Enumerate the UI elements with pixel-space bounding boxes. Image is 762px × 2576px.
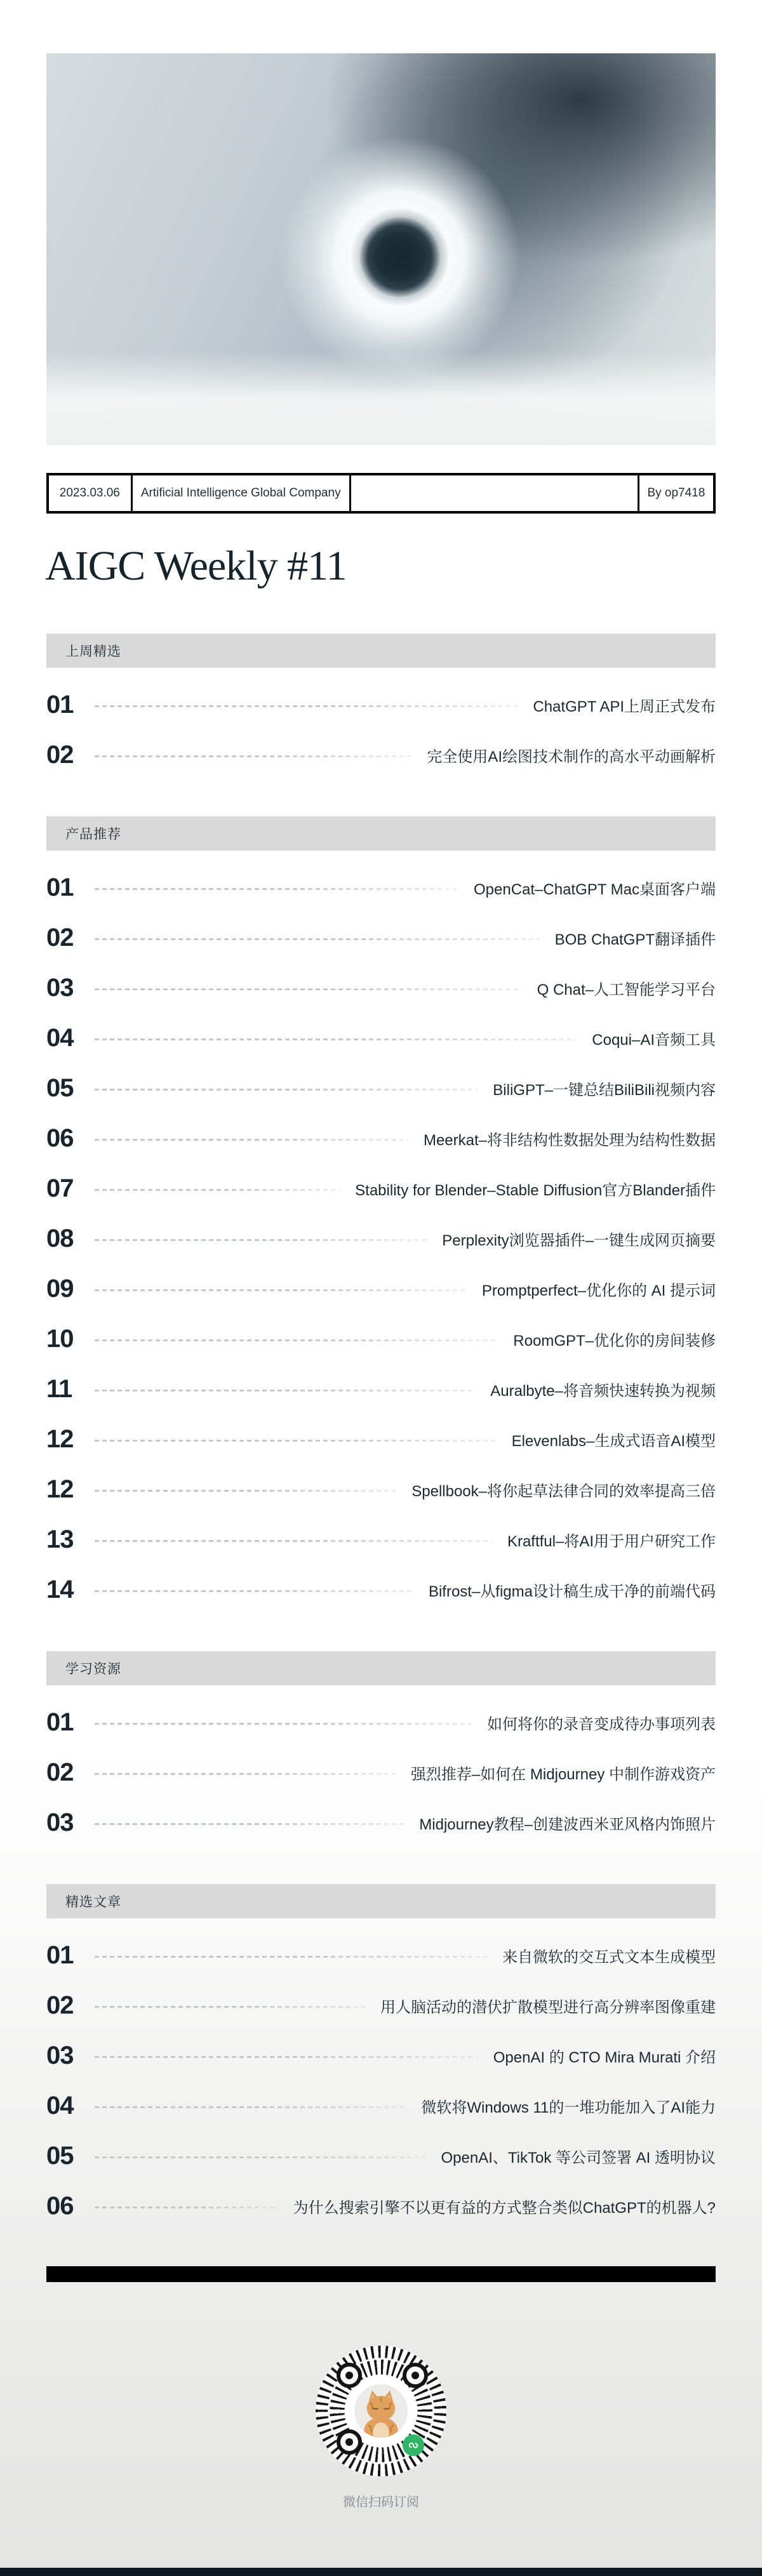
item-number: 07: [46, 1174, 74, 1202]
meta-date: 2023.03.06: [59, 486, 120, 500]
item-number: 03: [46, 2042, 74, 2069]
list-item[interactable]: [46, 1414, 716, 1464]
list-item[interactable]: [46, 730, 716, 780]
item-leader-dots: [95, 2056, 478, 2058]
item-title[interactable]: 如何将你的录音变成待办事项列表: [487, 1716, 716, 1733]
item-number: 10: [46, 1325, 74, 1353]
item-title[interactable]: Kraftful–将AI用于用户研究工作: [507, 1533, 716, 1550]
section-title: 学习资源: [65, 1662, 121, 1676]
cat-avatar: [354, 2384, 408, 2438]
list-item[interactable]: [46, 1748, 716, 1798]
item-number: 13: [46, 1525, 74, 1553]
qr-finder-icon: [403, 2363, 428, 2388]
item-number: 05: [46, 2142, 74, 2170]
list-item[interactable]: [46, 1063, 716, 1113]
item-leader-dots: [95, 1956, 487, 1958]
item-leader-dots: [95, 888, 458, 890]
divider-bar: [46, 2266, 716, 2282]
meta-bar: [46, 473, 716, 514]
item-number: 02: [46, 1758, 74, 1786]
item-leader-dots: [95, 1089, 478, 1091]
section-items: [46, 1685, 716, 1848]
item-title[interactable]: Q Chat–人工智能学习平台: [537, 981, 716, 999]
item-title[interactable]: OpenAI、TikTok 等公司签署 AI 透明协议: [441, 2149, 716, 2167]
list-item[interactable]: [46, 2181, 716, 2231]
list-item[interactable]: [46, 2031, 716, 2081]
item-leader-dots: [95, 2207, 278, 2208]
section-bar: [46, 816, 716, 851]
list-item[interactable]: [46, 2131, 716, 2181]
item-leader-dots: [95, 2156, 425, 2158]
list-item[interactable]: [46, 2081, 716, 2131]
item-title[interactable]: BiliGPT–一键总结BiliBili视频内容: [493, 1082, 716, 1099]
item-title[interactable]: Coqui–AI音频工具: [592, 1032, 716, 1049]
list-item[interactable]: [46, 1013, 716, 1063]
hero-image: [46, 53, 716, 445]
qr-finder-icon: [337, 2363, 362, 2388]
item-number: 08: [46, 1225, 74, 1252]
list-item[interactable]: [46, 1697, 716, 1748]
item-number: 02: [46, 741, 74, 769]
item-leader-dots: [95, 1773, 396, 1775]
item-title[interactable]: Stability for Blender–Stable Diffusion官方Blander插件: [355, 1182, 716, 1199]
item-number: 06: [46, 1124, 74, 1152]
list-item[interactable]: [46, 1264, 716, 1314]
list-item[interactable]: [46, 963, 716, 1013]
item-title[interactable]: Perplexity浏览器插件–一键生成网页摘要: [442, 1232, 716, 1249]
bottom-strip: [0, 2568, 762, 2576]
qr-finder-icon: [337, 2429, 362, 2455]
item-number: 04: [46, 2092, 74, 2120]
list-item[interactable]: [46, 1164, 716, 1214]
list-item[interactable]: [46, 1364, 716, 1414]
item-title[interactable]: 强烈推荐–如何在 Midjourney 中制作游戏资产: [410, 1766, 716, 1783]
item-title[interactable]: 完全使用AI绘图技术制作的高水平动画解析: [427, 748, 716, 766]
item-leader-dots: [95, 2106, 406, 2108]
item-leader-dots: [95, 1440, 497, 1442]
item-leader-dots: [95, 755, 411, 757]
list-item[interactable]: [46, 680, 716, 730]
item-leader-dots: [95, 1239, 427, 1241]
section: [46, 1884, 716, 2231]
section-title: 精选文章: [65, 1895, 121, 1909]
item-number: 05: [46, 1074, 74, 1102]
list-item[interactable]: [46, 913, 716, 963]
item-leader-dots: [95, 1139, 408, 1141]
list-item[interactable]: [46, 1314, 716, 1364]
item-title[interactable]: ChatGPT API上周正式发布: [533, 698, 716, 715]
item-leader-dots: [95, 1189, 340, 1191]
section: [46, 1651, 716, 1848]
item-leader-dots: [95, 1540, 492, 1542]
meta-spacer-cell: [349, 475, 638, 511]
item-title[interactable]: Spellbook–将你起草法律合同的效率提高三倍: [411, 1483, 716, 1500]
section: [46, 634, 716, 780]
item-title[interactable]: Bifrost–从figma设计稿生成干净的前端代码: [428, 1583, 716, 1600]
item-title[interactable]: 用人脑活动的潜伏扩散模型进行高分辨率图像重建: [380, 1999, 716, 2016]
section-title: 上周精选: [65, 644, 121, 659]
item-title[interactable]: Auralbyte–将音频快速转换为视频: [490, 1383, 716, 1400]
item-number: 02: [46, 1991, 74, 2019]
list-item[interactable]: [46, 1113, 716, 1164]
meta-company: Artificial Intelligence Global Company: [131, 475, 349, 511]
item-title[interactable]: Midjourney教程–创建波西米亚风格内饰照片: [419, 1816, 716, 1833]
qr-code: [316, 2346, 446, 2476]
item-number: 01: [46, 1941, 74, 1969]
section-bar: [46, 634, 716, 668]
item-title[interactable]: Meerkat–将非结构性数据处理为结构性数据: [423, 1132, 716, 1149]
list-item[interactable]: [46, 1515, 716, 1565]
item-number: 06: [46, 2192, 74, 2220]
item-number: 01: [46, 691, 74, 719]
list-item[interactable]: [46, 863, 716, 913]
list-item[interactable]: [46, 1214, 716, 1264]
item-leader-dots: [95, 1823, 404, 1825]
section-items: [46, 668, 716, 780]
item-leader-dots: [95, 2006, 365, 2008]
item-leader-dots: [95, 988, 522, 990]
list-item[interactable]: [46, 1930, 716, 1981]
item-title[interactable]: OpenCat–ChatGPT Mac桌面客户端: [473, 881, 716, 898]
item-leader-dots: [95, 1339, 498, 1341]
item-number: 01: [46, 873, 74, 901]
item-leader-dots: [95, 938, 540, 940]
item-leader-dots: [95, 1490, 396, 1492]
item-number: 03: [46, 1809, 74, 1836]
section-bar: [46, 1884, 716, 1918]
item-leader-dots: [95, 1289, 467, 1291]
list-item[interactable]: [46, 1798, 716, 1848]
list-item[interactable]: [46, 1981, 716, 2031]
item-title[interactable]: BOB ChatGPT翻译插件: [554, 931, 716, 948]
item-title[interactable]: 为什么搜索引擎不以更有益的方式整合类似ChatGPT的机器人?: [293, 2200, 716, 2217]
section-items: [46, 851, 716, 1615]
sections: [46, 634, 716, 2231]
section-bar: [46, 1651, 716, 1685]
item-number: 09: [46, 1275, 74, 1303]
item-leader-dots: [95, 1723, 472, 1725]
list-item[interactable]: [46, 1464, 716, 1515]
item-title[interactable]: Elevenlabs–生成式语音AI模型: [511, 1433, 716, 1450]
item-number: 04: [46, 1024, 74, 1052]
meta-byline: By op7418: [638, 475, 713, 511]
item-leader-dots: [95, 1390, 475, 1391]
item-title[interactable]: 来自微软的交互式文本生成模型: [502, 1949, 716, 1966]
section: [46, 816, 716, 1615]
item-title[interactable]: Promptperfect–优化你的 AI 提示词: [481, 1282, 716, 1299]
item-title[interactable]: 微软将Windows 11的一堆功能加入了AI能力: [421, 2099, 716, 2116]
item-number: 02: [46, 924, 74, 952]
item-leader-dots: [95, 1039, 577, 1040]
item-leader-dots: [95, 1590, 413, 1592]
list-item[interactable]: [46, 1565, 716, 1615]
item-leader-dots: [95, 705, 518, 707]
section-items: [46, 1918, 716, 2231]
item-title[interactable]: RoomGPT–优化你的房间装修: [513, 1332, 716, 1350]
item-number: 12: [46, 1425, 74, 1453]
section-title: 产品推荐: [65, 827, 121, 842]
item-number: 12: [46, 1475, 74, 1503]
item-number: 03: [46, 974, 74, 1002]
item-number: 14: [46, 1576, 74, 1603]
item-number: 11: [46, 1375, 72, 1403]
qr-caption: 微信扫码订阅: [343, 2495, 419, 2509]
wechat-logo-icon: [403, 2434, 424, 2456]
page-title: AIGC Weekly #11: [45, 543, 347, 589]
item-number: 01: [46, 1708, 74, 1736]
item-title[interactable]: OpenAI 的 CTO Mira Murati 介绍: [493, 2049, 716, 2066]
